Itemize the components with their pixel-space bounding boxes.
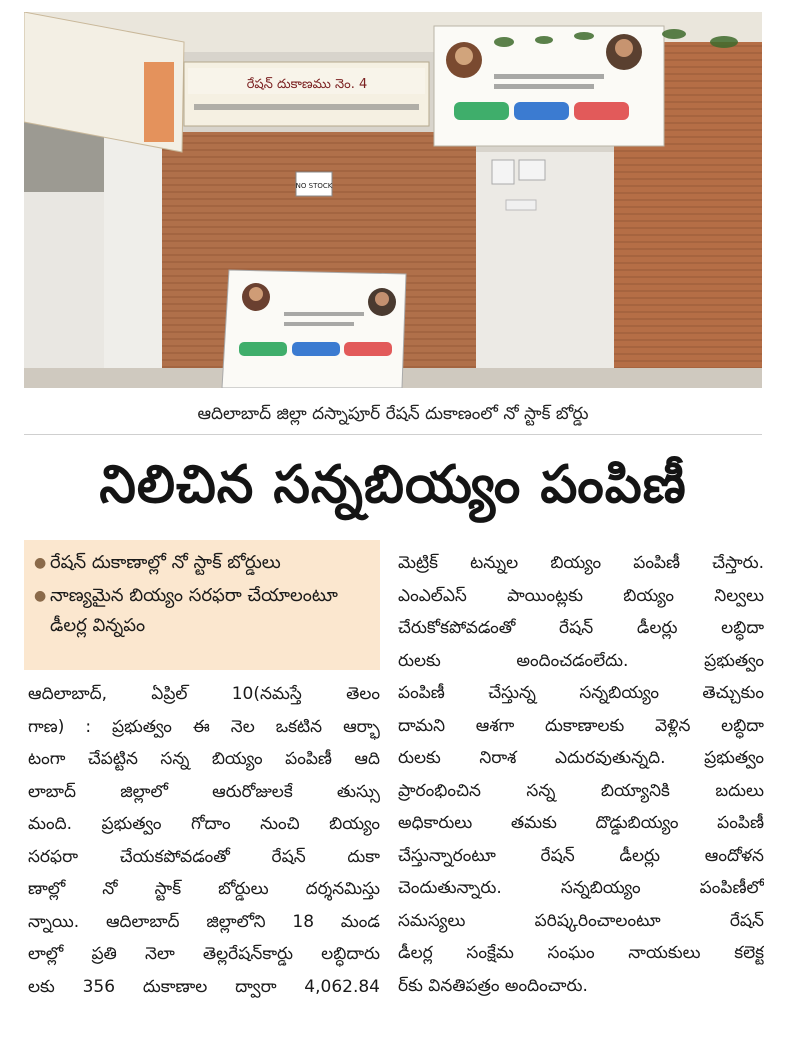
body-line: ఎంఎల్ఎస్ పాయింట్లకు బియ్యం నిల్వలు — [398, 585, 764, 606]
body-line: మంది. ప్రభుత్వం గోదాం నుంచి బియ్యం — [28, 814, 380, 834]
body-line: ప్రారంభించిన సన్న బియ్యానికి బదులు — [398, 780, 764, 801]
floor-banner — [222, 270, 406, 388]
body-line: డీలర్ల సంక్షేమ సంఘం నాయకులు కలెక్ట — [398, 943, 764, 963]
body-line: ఆదిలాబాద్, ఏప్రిల్ 10(నమస్తే తెలం — [28, 684, 380, 704]
article-body-right — [398, 547, 764, 1002]
headline: నిలిచిన సన్నబియ్యం పంపిణీ — [99, 455, 687, 515]
body-line: రులకు నిరాశ ఎదురవుతున్నది. ప్రభుత్వం — [398, 748, 764, 768]
body-line: న్నాయి. ఆదిలాబాద్ జిల్లాలోని 18 మండ — [28, 911, 380, 932]
banner-shop-name-text: రేషన్ దుకాణము నెం. 4 — [246, 77, 368, 92]
body-line: దామని ఆశగా దుకాణాలకు వెళ్లిన లబ్ధిదా — [398, 715, 764, 736]
body-line: అధికారులు తమకు దొడ్డుబియ్యం పంపిణీ — [398, 813, 764, 833]
body-line: పంపిణీ చేస్తున్న సన్నబియ్యం తెచ్చుకుం — [398, 683, 764, 703]
highlight-text: రేషన్ దుకాణాల్లో నో స్టాక్ బోర్డులు — [50, 552, 281, 573]
no-stock-sign — [296, 172, 333, 196]
ration-shop-photo — [24, 12, 762, 388]
body-line: మెట్రిక్ టన్నుల బియ్యం పంపిణీ చేస్తారు. — [398, 553, 764, 573]
no-stock-sign-text: NO STOCK — [295, 182, 333, 190]
banner-shop-name — [184, 62, 429, 126]
bullet-icon: ● — [34, 588, 47, 604]
highlight-text: నాణ్యమైన బియ్యం సరఫరా చేయాలంటూ డీలర్ల విన్నపం — [50, 585, 338, 636]
article-body-left — [28, 678, 380, 1003]
body-line: సమస్యలు పరిష్కరించాలంటూ రేషన్ — [398, 910, 764, 931]
highlight-item — [34, 581, 368, 641]
banner-government-right — [434, 26, 664, 146]
bullet-icon: ● — [34, 555, 47, 571]
highlight-item — [34, 548, 368, 578]
body-line: లాల్లో ప్రతి నెలా తెల్లరేషన్‌కార్డు లబ్ధిదారు — [28, 944, 380, 964]
news-photo — [24, 12, 762, 388]
body-line: ర్‌కు వినతిపత్రం అందించారు. — [398, 975, 588, 996]
body-line: సరఫరా చేయకపోవడంతో రేషన్ దుకా — [28, 846, 380, 867]
body-line: చేరుకోకపోవడంతో రేషన్ డీలర్లు లబ్ధిదా — [398, 618, 764, 638]
body-line: టంగా చేపట్టిన సన్న బియ్యం పంపిణీ ఆది — [28, 749, 380, 769]
highlights-box — [24, 540, 380, 670]
body-line: ణాల్లో నో స్టాక్ బోర్డులు దర్శనమిస్తు — [28, 879, 380, 899]
body-line: చేస్తున్నారంటూ రేషన్ డీలర్లు ఆందోళన — [398, 845, 764, 866]
body-line: రులకు అందించడంలేదు. ప్రభుత్వం — [398, 650, 764, 671]
body-line: గాణ) : ప్రభుత్వం ఈ నెల ఒకటిన ఆర్భా — [28, 716, 380, 737]
photo-caption: ఆదిలాబాద్ జిల్లా దస్నాపూర్ రేషన్ దుకాణంలో నో స్టాక్ బోర్డు — [24, 394, 762, 435]
body-line: లకు 356 దుకాణాల ద్వారా 4,062.84 — [28, 976, 380, 997]
body-line: చెందుతున్నారు. సన్నబియ్యం పంపిణీలో — [398, 878, 764, 898]
body-line: లాబాద్ జిల్లాలో ఆరురోజులకే తుస్సు — [28, 781, 380, 802]
